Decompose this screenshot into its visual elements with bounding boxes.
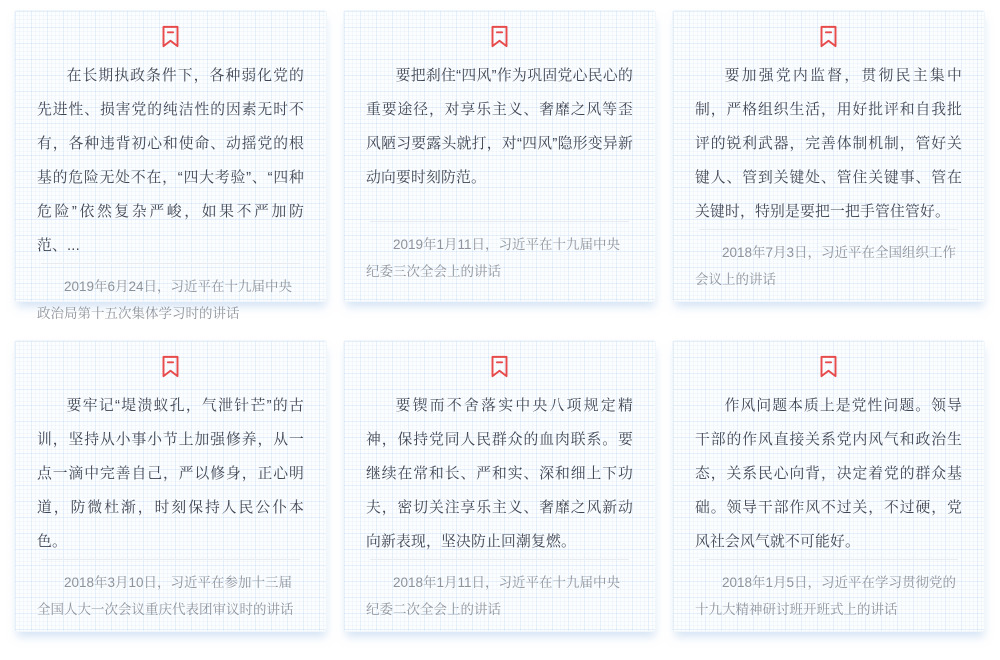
quote-card[interactable] bbox=[343, 340, 656, 632]
card-footer bbox=[695, 229, 962, 293]
quote-card[interactable] bbox=[14, 10, 327, 321]
quote-text: 要锲而不舍落实中央八项规定精神，保持党同人民群众的血肉联系。要继续在常和长、严和实、深和细上下功夫，密切关注享乐主义、奢靡之风新动向新表现，坚决防止回潮复燃。 bbox=[366, 398, 633, 550]
card-footer bbox=[366, 221, 633, 285]
divider bbox=[41, 263, 300, 264]
quote-card[interactable] bbox=[343, 10, 656, 302]
quote-text: 要加强党内监督，贯彻民主集中制，严格组织生活，用好批评和自我批评的锐利武器，完善体制机制，管好关键人、管到关键处、管住关键事、管在关键时，特别是要把一把手管住管好。 bbox=[695, 68, 962, 220]
quote-citation: 2018年7月3日，习近平在全国组织工作会议上的讲话 bbox=[695, 245, 957, 287]
divider bbox=[41, 559, 300, 560]
bookmark-icon bbox=[695, 354, 962, 380]
quote-citation: 2019年1月11日，习近平在十九届中央纪委三次全会上的讲话 bbox=[366, 237, 621, 279]
divider bbox=[370, 559, 629, 560]
divider bbox=[370, 221, 629, 222]
quote-text: 要把刹住“四风”作为巩固党心民心的重要途径，对享乐主义、奢靡之风等歪风陋习要露头就打，对“四风”隐形变异新动向要时刻防范。 bbox=[366, 68, 633, 186]
quote-text: 作风问题本质上是党性问题。领导干部的作风直接关系党内风气和政治生态，关系民心向背，决定着党的群众基础。领导干部作风不过关，不过硬，党风社会风气就不可能好。 bbox=[695, 398, 962, 550]
bookmark-icon bbox=[37, 24, 304, 50]
card-footer bbox=[366, 559, 633, 623]
quote-card[interactable] bbox=[14, 340, 327, 632]
quote-card[interactable] bbox=[672, 10, 985, 302]
quote-text: 要牢记“堤溃蚁孔，气泄针芒”的古训，坚持从小事小节上加强修养，从一点一滴中完善自己，严以修身，正心明道，防微杜渐，时刻保持人民公仆本色。 bbox=[37, 398, 304, 550]
card-footer bbox=[37, 263, 304, 327]
quote-citation: 2018年3月10日，习近平在参加十三届全国人大一次会议重庆代表团审议时的讲话 bbox=[37, 575, 294, 617]
bookmark-icon bbox=[366, 24, 633, 50]
bookmark-icon bbox=[37, 354, 304, 380]
divider bbox=[699, 229, 958, 230]
bookmark-icon bbox=[695, 24, 962, 50]
quote-card-grid bbox=[14, 10, 1000, 632]
card-footer bbox=[37, 559, 304, 623]
bookmark-icon bbox=[366, 354, 633, 380]
card-footer bbox=[695, 559, 962, 623]
divider bbox=[699, 559, 958, 560]
quote-text: 在长期执政条件下，各种弱化党的先进性、损害党的纯洁性的因素无时不有，各种违背初心和使命、动摇党的根基的危险无处不在，“四大考验”、“四种危险”依然复杂严峻，如果不严加防范、... bbox=[37, 68, 304, 254]
quote-citation: 2018年1月5日，习近平在学习贯彻党的十九大精神研讨班开班式上的讲话 bbox=[695, 575, 957, 617]
quote-card[interactable] bbox=[672, 340, 985, 632]
quote-citation: 2019年6月24日，习近平在十九届中央政治局第十五次集体学习时的讲话 bbox=[37, 279, 293, 321]
quote-citation: 2018年1月11日，习近平在十九届中央纪委二次全会上的讲话 bbox=[366, 575, 621, 617]
